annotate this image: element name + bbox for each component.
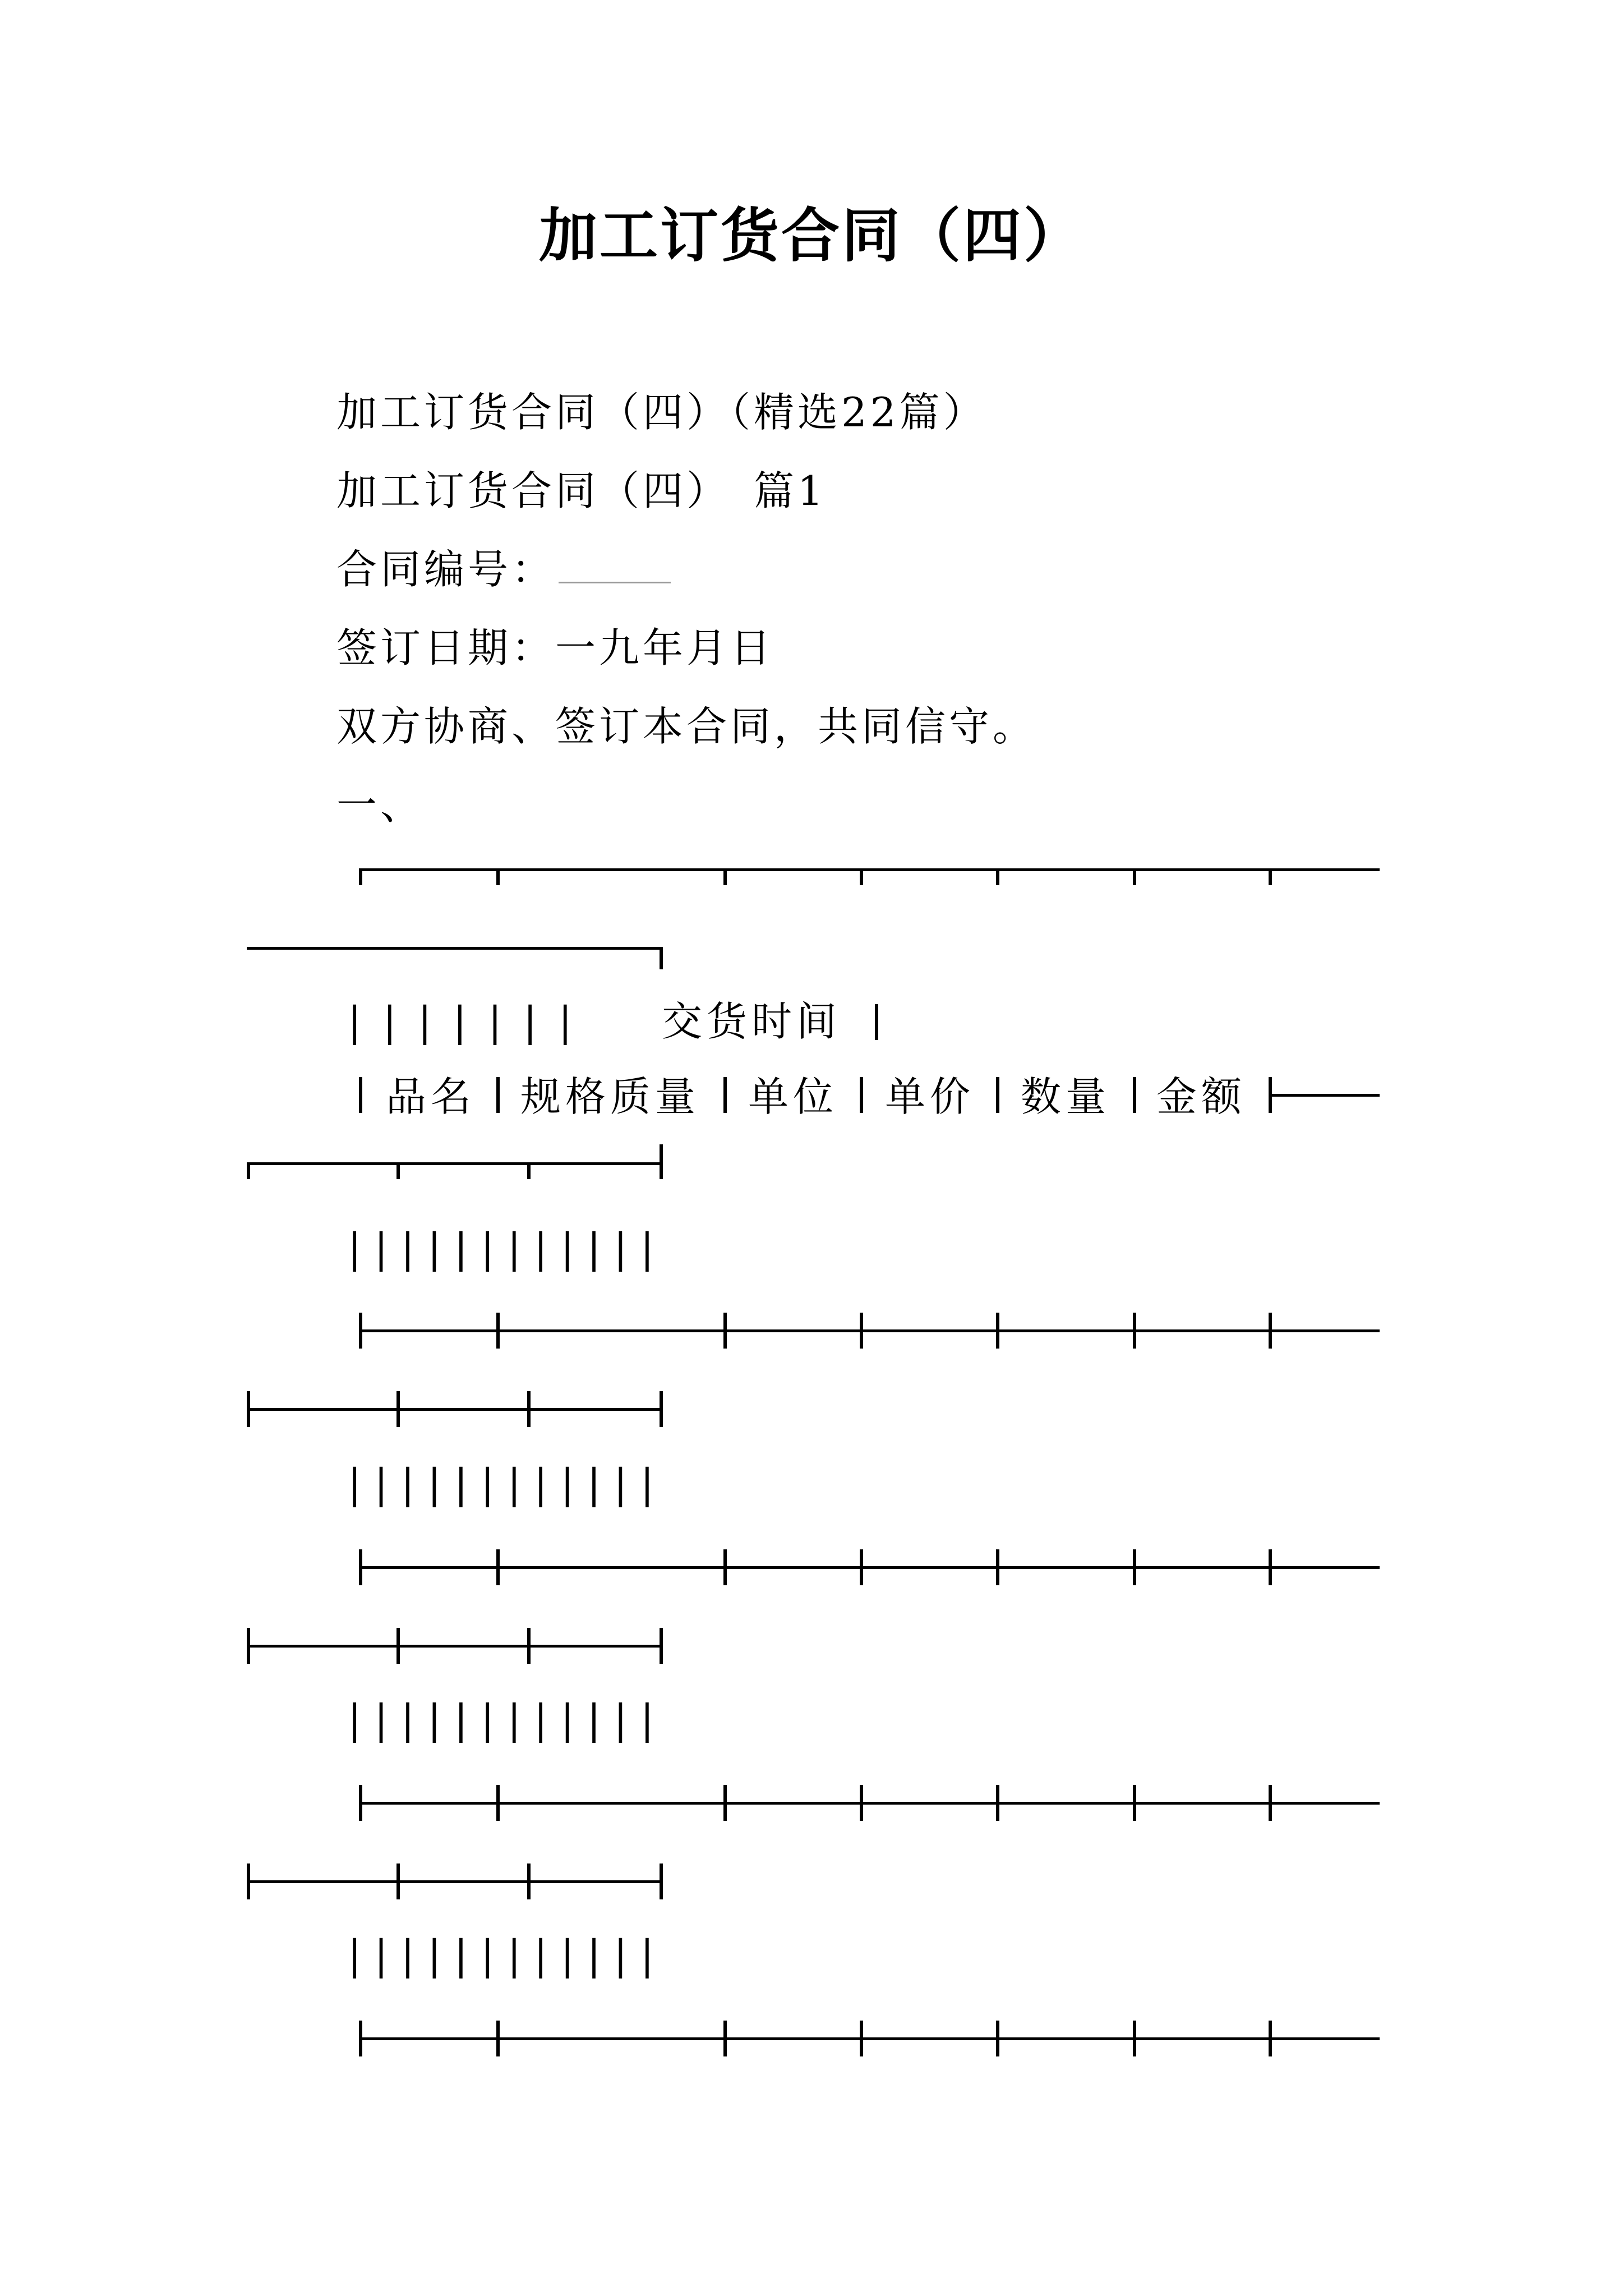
table-row: | | | | | | | | | | | | [348,1460,658,1507]
table-tick [527,1391,531,1427]
row-divider [359,1329,1380,1332]
page-title: 加工订货合同（四） [538,201,1084,270]
table-vline [359,1077,362,1113]
table-tick [860,2021,863,2056]
table-tick [496,1549,500,1585]
delivery-time-header: 交货时间 [662,998,842,1045]
table-tick [496,2021,500,2056]
table-tick [1269,1785,1272,1821]
row-divider [359,2037,1380,2040]
row-divider-cont [247,1408,662,1411]
table-vline [875,1004,878,1040]
table-tick [396,1864,400,1899]
col-product-name: 品名 [386,1073,476,1120]
sign-date: 签订日期：一九年月日 [336,624,774,671]
table-tick [660,947,663,969]
table-tick [996,1313,999,1349]
table-row: | | | | | | | | | | | | [348,1696,658,1743]
table-tick [496,1785,500,1821]
table-tick [1269,1313,1272,1349]
table-tick [996,2021,999,2056]
table-tick [1133,1549,1136,1585]
header-row-bars: | | | | | | | [348,998,577,1045]
table-tick [396,1628,400,1664]
table-vline [1133,1077,1136,1113]
table-tick [996,1549,999,1585]
table-tick [527,1864,531,1899]
table-tick [1133,1785,1136,1821]
table-tick [860,1785,863,1821]
table-tick [860,1549,863,1585]
table-tick [359,1313,362,1349]
table-tick [1133,2021,1136,2056]
table-top-border-cont [247,947,662,950]
table-tick [247,1628,250,1664]
document-subtitle: 加工订货合同（四）（精选22篇） [336,389,987,436]
table-tick [359,1785,362,1821]
table-tick [359,1549,362,1585]
col-quantity: 数量 [1021,1073,1111,1120]
agreement-text: 双方协商、签订本合同，共同信守。 [336,703,1037,750]
table-tick [1133,868,1136,885]
row-divider [359,1566,1380,1569]
table-tick [660,1391,663,1427]
table-divider [1269,1094,1380,1097]
table-tick [496,1313,500,1349]
table-tick [527,1628,531,1664]
table-tick [396,1391,400,1427]
table-row: | | | | | | | | | | | | [348,1931,658,1978]
table-tick [660,1864,663,1899]
contract-number-blank [559,553,671,583]
table-tick [1269,1549,1272,1585]
table-tick [496,868,500,885]
table-vline [860,1077,863,1113]
table-vline [496,1077,500,1113]
table-tick [860,868,863,885]
row-divider [359,1802,1380,1805]
col-unit: 单位 [748,1073,838,1120]
col-spec-quality: 规格质量 [520,1073,700,1120]
table-tick [247,1162,250,1179]
table-tick [996,1785,999,1821]
contract-number-label: 合同编号： [336,546,556,593]
table-vline [723,1077,727,1113]
clause-one: 一、 [336,781,425,829]
table-divider-cont [247,1162,662,1165]
table-tick [723,1549,727,1585]
table-tick [996,868,999,885]
col-amount: 金额 [1156,1073,1247,1120]
row-divider-cont [247,1880,662,1883]
col-unit-price: 单价 [885,1073,975,1120]
table-tick [723,1313,727,1349]
table-tick [1269,868,1272,885]
table-tick [723,1785,727,1821]
table-tick [527,1162,531,1179]
table-tick [723,868,727,885]
table-top-border [359,868,1380,871]
table-tick [860,1313,863,1349]
table-tick [396,1162,400,1179]
table-vline [996,1077,999,1113]
table-tick [247,1864,250,1899]
table-tick [1133,1313,1136,1349]
table-tick [359,2021,362,2056]
table-tick [247,1391,250,1427]
contract-number-line [336,544,671,595]
row-divider-cont [247,1645,662,1648]
table-tick [723,2021,727,2056]
table-tick [359,868,362,885]
table-tick [660,1144,663,1179]
table-row: | | | | | | | | | | | | [348,1225,658,1272]
table-tick [660,1628,663,1664]
section-heading: 加工订货合同（四） 篇1 [336,467,827,514]
table-tick [1269,2021,1272,2056]
